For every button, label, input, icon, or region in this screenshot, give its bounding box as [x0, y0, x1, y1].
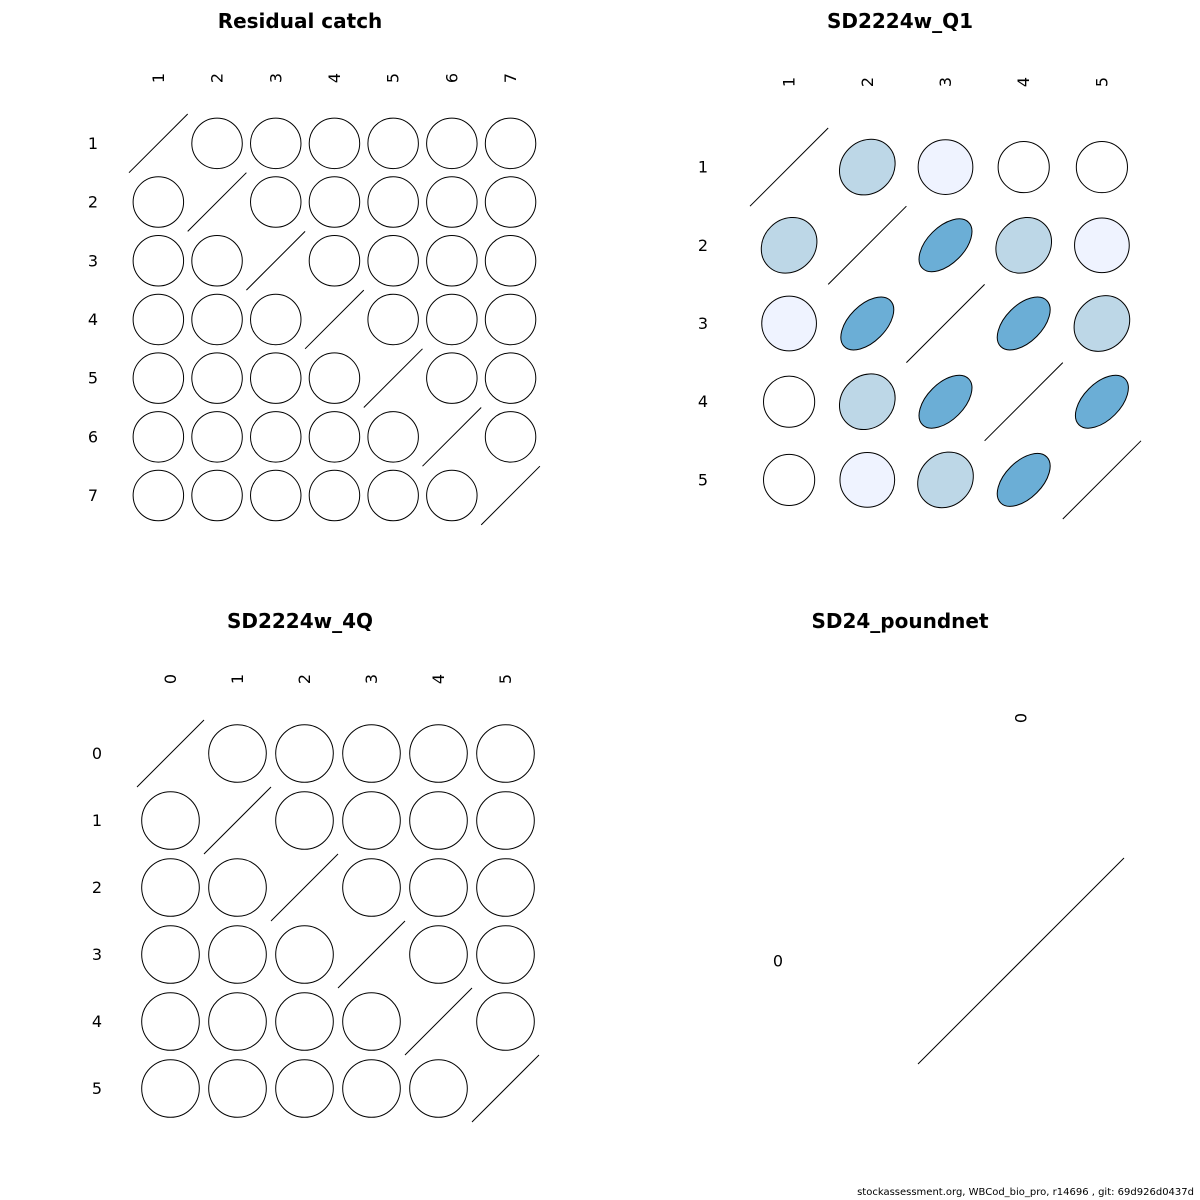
correlation-ellipse: [398, 847, 479, 928]
column-label: 2: [207, 72, 227, 84]
correlation-ellipse: [123, 342, 194, 413]
diagonal-cell: [1063, 441, 1141, 519]
correlation-ellipse: [123, 225, 194, 296]
row-label: 6: [87, 427, 99, 447]
correlation-ellipse: [357, 166, 428, 237]
correlation-ellipse: [750, 285, 827, 362]
correlation-ellipse: [831, 287, 903, 359]
diagonal-cell: [204, 787, 271, 854]
diagonal-cell: [364, 349, 423, 408]
correlation-ellipse: [475, 342, 546, 413]
correlation-ellipse: [240, 460, 311, 531]
correlation-ellipse: [988, 287, 1060, 359]
correlation-ellipse: [357, 284, 428, 355]
row-label: 3: [697, 314, 709, 333]
correlation-ellipse: [357, 225, 428, 296]
correlation-ellipse: [331, 780, 412, 861]
column-label: 2: [295, 673, 314, 685]
diagonal-cell: [481, 466, 540, 525]
panel-title: SD2224w_4Q: [226, 609, 374, 633]
correlation-ellipse: [264, 981, 345, 1062]
correlation-ellipse: [416, 284, 487, 355]
correlation-ellipse: [828, 128, 907, 207]
correlation-ellipse: [197, 847, 278, 928]
row-label: 2: [87, 192, 99, 212]
row-label: 4: [697, 392, 709, 412]
correlation-ellipse: [357, 108, 428, 179]
correlation-ellipse: [416, 166, 487, 237]
correlation-ellipse: [181, 225, 252, 296]
correlation-ellipse: [264, 1048, 345, 1129]
row-label: 0: [772, 951, 784, 971]
correlation-ellipse: [1066, 131, 1138, 203]
panel-title: SD2224w_Q1: [826, 9, 974, 33]
row-label: 1: [91, 811, 103, 830]
correlation-ellipse: [331, 981, 412, 1062]
correlation-ellipse: [240, 342, 311, 413]
correlation-ellipse: [465, 780, 546, 861]
correlation-ellipse: [123, 460, 194, 531]
correlation-ellipse: [357, 401, 428, 472]
correlation-ellipse: [416, 342, 487, 413]
correlation-ellipse: [988, 131, 1060, 203]
correlation-ellipse: [123, 401, 194, 472]
column-label: 5: [383, 72, 403, 84]
correlation-ellipse: [299, 460, 370, 531]
correlation-ellipse: [331, 1048, 412, 1129]
correlation-ellipse: [240, 284, 311, 355]
panel-sd2224w-q1: [698, 9, 1141, 519]
correlation-ellipse: [475, 401, 546, 472]
correlation-ellipse: [123, 166, 194, 237]
correlation-ellipse: [829, 441, 906, 518]
correlation-ellipse: [398, 713, 479, 794]
row-label: 1: [697, 157, 709, 177]
column-label: 1: [779, 76, 799, 88]
column-label: 6: [442, 72, 462, 84]
correlation-ellipse: [181, 284, 252, 355]
panel-title: SD24_poundnet: [811, 609, 989, 633]
correlation-ellipse: [465, 981, 546, 1062]
correlation-ellipse: [416, 225, 487, 296]
column-label: 4: [324, 72, 344, 84]
column-label: 3: [936, 76, 955, 88]
correlation-ellipse: [907, 128, 984, 205]
correlation-ellipse: [1063, 284, 1142, 363]
correlation-ellipse: [398, 1048, 479, 1129]
correlation-ellipse: [264, 780, 345, 861]
correlation-ellipse: [181, 401, 252, 472]
diagonal-cell: [246, 231, 305, 290]
row-label: 2: [697, 235, 709, 255]
diagonal-cell: [918, 858, 1124, 1064]
correlation-ellipse: [475, 225, 546, 296]
correlation-ellipse: [197, 1048, 278, 1129]
correlation-ellipse: [331, 713, 412, 794]
correlation-ellipse: [130, 1048, 211, 1129]
correlation-ellipse: [123, 284, 194, 355]
diagonal-cell: [271, 854, 338, 921]
correlation-ellipse: [984, 206, 1063, 285]
correlation-ellipse: [475, 166, 546, 237]
correlation-ellipse: [416, 108, 487, 179]
correlation-ellipse: [828, 362, 907, 441]
panel-sd24-poundnet: [773, 609, 1124, 1064]
row-label: 7: [87, 486, 99, 506]
column-label: 1: [148, 72, 168, 84]
correlation-ellipse: [264, 914, 345, 995]
correlation-ellipse: [130, 914, 211, 995]
correlation-ellipse: [299, 225, 370, 296]
diagonal-cell: [129, 114, 188, 173]
row-label: 5: [697, 470, 709, 490]
correlation-ellipse: [416, 460, 487, 531]
footer-credit: stockassessment.org, WBCod_bio_pro, r14696 , git: 69d926d0437d: [857, 1187, 1194, 1198]
column-label: 2: [857, 76, 877, 88]
correlation-ellipse: [240, 401, 311, 472]
correlation-ellipse: [398, 780, 479, 861]
correlation-ellipse: [475, 284, 546, 355]
diagonal-cell: [828, 206, 906, 284]
column-label: 0: [161, 673, 180, 685]
correlation-ellipse: [181, 108, 252, 179]
correlation-ellipse: [197, 914, 278, 995]
diagonal-cell: [750, 128, 828, 206]
column-label: 1: [228, 673, 247, 685]
column-label: 5: [496, 673, 515, 685]
correlation-ellipse: [299, 108, 370, 179]
diagonal-cell: [906, 284, 984, 362]
correlation-ellipse: [130, 780, 211, 861]
correlation-ellipse: [357, 460, 428, 531]
correlation-ellipse: [398, 914, 479, 995]
column-label: 4: [1014, 76, 1034, 88]
correlation-ellipse: [753, 366, 825, 438]
correlation-ellipse: [1066, 366, 1138, 438]
correlation-ellipse: [909, 209, 981, 281]
correlation-ellipse: [475, 108, 546, 179]
column-label: 0: [1011, 712, 1031, 724]
diagonal-cell: [188, 173, 247, 232]
correlation-ellipse: [299, 166, 370, 237]
correlation-ellipse: [299, 342, 370, 413]
diagonal-cell: [305, 290, 364, 349]
correlation-ellipse: [331, 847, 412, 928]
diagonal-cell: [472, 1055, 539, 1122]
correlation-ellipse: [909, 366, 981, 438]
diagonal-cell: [338, 921, 405, 988]
row-label: 3: [87, 251, 99, 271]
row-label: 0: [91, 744, 103, 763]
column-label: 7: [501, 72, 521, 84]
correlation-ellipse: [465, 713, 546, 794]
correlation-ellipse: [299, 401, 370, 472]
row-label: 2: [91, 878, 103, 897]
correlation-ellipse: [197, 713, 278, 794]
column-label: 5: [1092, 76, 1112, 88]
correlation-ellipse: [240, 166, 311, 237]
correlation-ellipse: [1063, 207, 1140, 284]
correlation-ellipse: [240, 108, 311, 179]
column-label: 4: [429, 673, 448, 685]
panel-title: Residual catch: [217, 9, 383, 33]
diagonal-cell: [405, 988, 472, 1055]
row-label: 3: [91, 945, 103, 964]
correlation-ellipse: [130, 847, 211, 928]
panel-residual-catch: [88, 9, 546, 531]
column-label: 3: [266, 72, 286, 84]
row-label: 4: [87, 309, 99, 329]
correlation-ellipse: [465, 847, 546, 928]
correlation-ellipse: [197, 981, 278, 1062]
correlation-ellipse: [465, 914, 546, 995]
diagonal-cell: [423, 408, 482, 467]
correlation-ellipse: [750, 206, 829, 285]
correlation-ellipse: [181, 342, 252, 413]
correlation-ellipse: [264, 713, 345, 794]
correlation-ellipse: [906, 441, 985, 520]
correlation-ellipse: [753, 444, 825, 516]
row-label: 5: [87, 368, 99, 388]
diagonal-cell: [137, 720, 204, 787]
correlation-ellipse: [988, 444, 1060, 516]
panel-sd2224w-4q: [92, 609, 546, 1129]
diagonal-cell: [985, 363, 1063, 441]
column-label: 3: [362, 673, 381, 685]
correlation-ellipse: [181, 460, 252, 531]
row-label: 4: [91, 1012, 103, 1031]
correlation-ellipse: [130, 981, 211, 1062]
row-label: 1: [87, 133, 99, 153]
row-label: 5: [91, 1079, 103, 1098]
